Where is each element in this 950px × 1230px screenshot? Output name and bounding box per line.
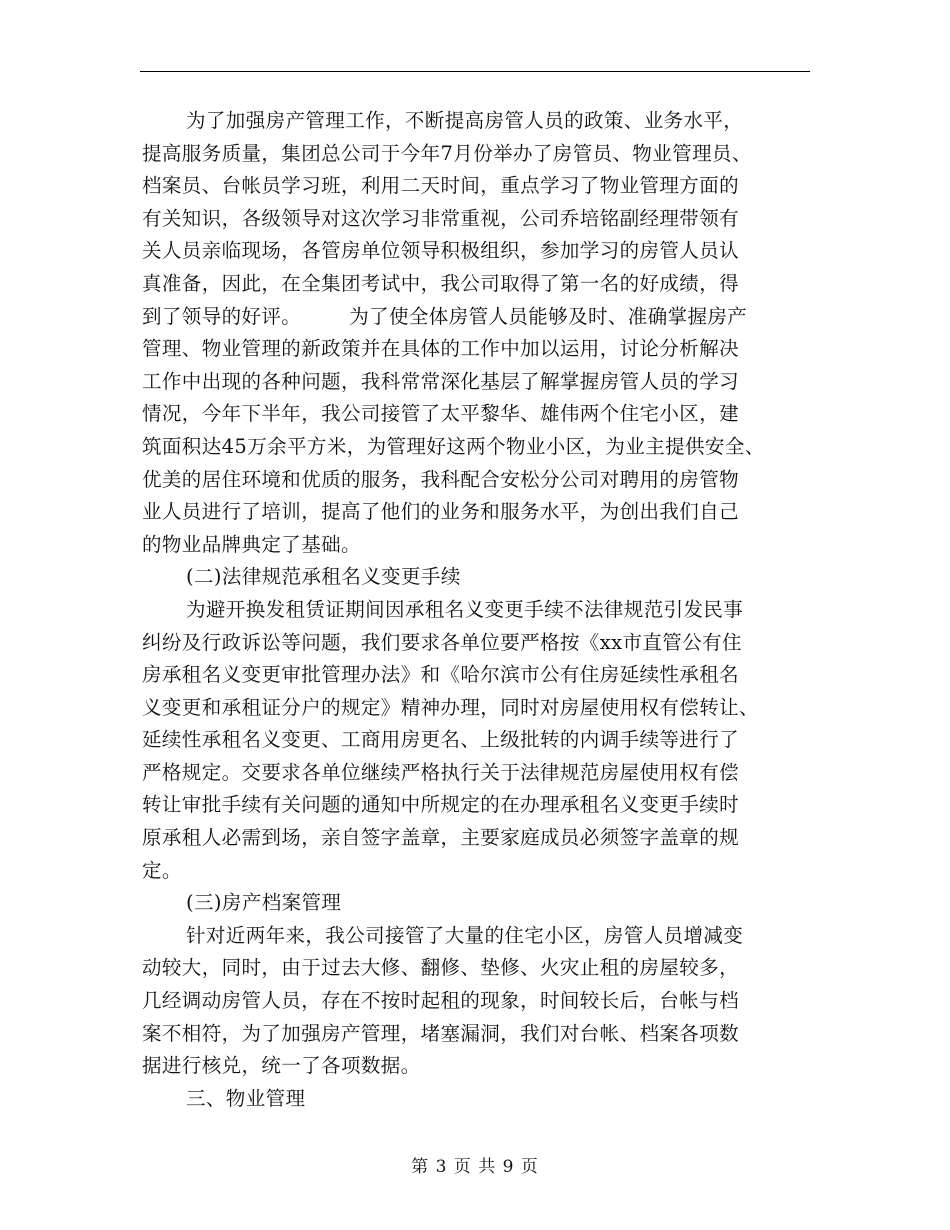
- text-line: 关人员亲临现场，各管房单位领导积极组织，参加学习的房管人员认: [142, 239, 740, 263]
- text-line: 动较大，同时，由于过去大修、翻修、垫修、火灾止租的房屋较多，: [142, 956, 740, 980]
- text-line: 优美的居住环境和优质的服务，我科配合安松分公司对聘用的房管物: [142, 467, 740, 491]
- text-line: 据进行核兑，统一了各项数据。: [142, 1054, 421, 1078]
- text-line: 义变更和承租证分户的规定》精神办理，同时对房屋使用权有偿转让、: [142, 695, 759, 719]
- header-rule: [140, 71, 810, 72]
- text-line: 纠纷及行政诉讼等问题，我们要求各单位要严格按《xx市直管公有住: [142, 630, 742, 654]
- text-line: 延续性承租名义变更、工商用房更名、上级批转的内调手续等进行了: [142, 728, 740, 752]
- text-line: 针对近两年来，我公司接管了大量的住宅小区，房管人员增减变: [186, 923, 744, 947]
- text-line: 的物业品牌典定了基础。: [142, 532, 361, 556]
- text-line: 转让审批手续有关问题的通知中所规定的在办理承租名义变更手续时: [142, 793, 740, 817]
- text-line: 房承租名义变更审批管理办法》和《哈尔滨市公有住房延续性承租名: [142, 663, 740, 687]
- text-line: 业人员进行了培训，提高了他们的业务和服务水平，为创出我们自己: [142, 500, 740, 524]
- text-line: 严格规定。交要求各单位继续严格执行关于法律规范房屋使用权有偿: [142, 760, 740, 784]
- section-heading: 三、物业管理: [186, 1086, 306, 1110]
- section-heading: (二)法律规范承租名义变更手续: [186, 565, 461, 589]
- text-segment: 为了使全体房管人员能够及时、准确掌握房产: [349, 304, 748, 328]
- text-line: 有关知识，各级领导对这次学习非常重视，公司乔培铭副经理带领有: [142, 206, 740, 230]
- page-number-footer: 第 3 页 共 9 页: [411, 1157, 539, 1177]
- section-heading: (三)房产档案管理: [186, 891, 342, 915]
- text-line: 定。: [142, 858, 182, 882]
- text-line: 筑面积达45万余平方米，为管理好这两个物业小区，为业主提供安全、: [142, 434, 765, 458]
- text-line: 几经调动房管人员，存在不按时起租的现象，时间较长后，台帐与档: [142, 989, 740, 1013]
- text-line: [142, 301, 810, 334]
- text-line: 真准备，因此，在全集团考试中，我公司取得了第一名的好成绩，得: [142, 271, 740, 295]
- text-line: 档案员、台帐员学习班，利用二天时间，重点学习了物业管理方面的: [142, 174, 740, 198]
- text-line: 管理、物业管理的新政策并在具体的工作中加以运用，讨论分析解决: [142, 337, 740, 361]
- text-line: 为了加强房产管理工作，不断提高房管人员的政策、业务水平，: [186, 109, 744, 132]
- text-line: 原承租人必需到场，亲自签字盖章，主要家庭成员必须签字盖章的规: [142, 826, 740, 850]
- text-line: 案不相符，为了加强房产管理，堵塞漏洞，我们对台帐、档案各项数: [142, 1021, 740, 1045]
- text-line: 情况，今年下半年，我公司接管了太平黎华、雄伟两个住宅小区，建: [142, 402, 740, 426]
- text-segment: 到了领导的好评。: [142, 304, 302, 328]
- text-line: 工作中出现的各种问题，我科常常深化基层了解掌握房管人员的学习: [142, 369, 740, 393]
- document-body: [142, 105, 810, 1115]
- text-line: 为避开换发租赁证期间因承租名义变更手续不法律规范引发民事: [186, 597, 744, 621]
- text-line: 提高服务质量，集团总公司于今年7月份举办了房管员、物业管理员、: [142, 141, 752, 165]
